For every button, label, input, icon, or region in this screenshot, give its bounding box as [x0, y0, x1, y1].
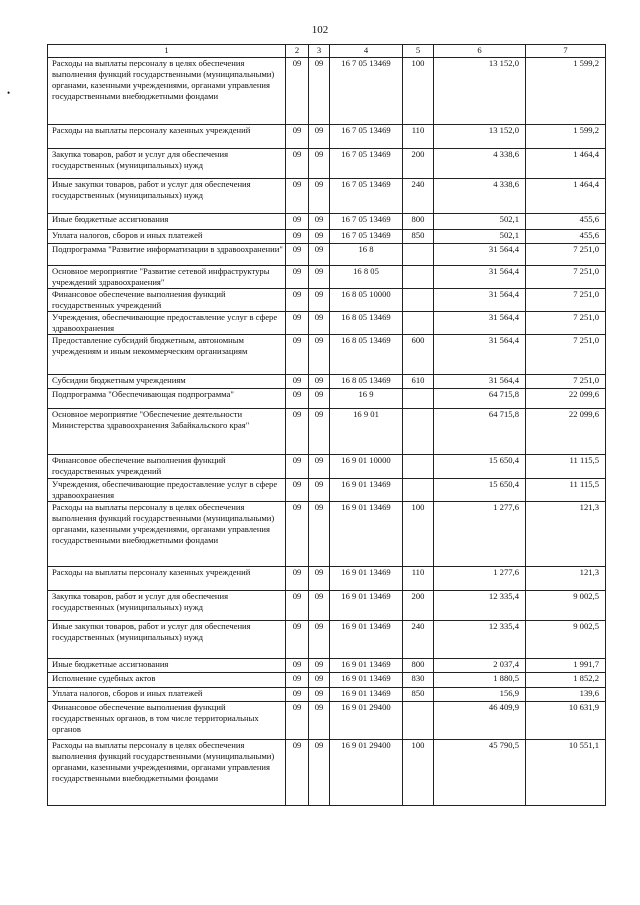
expense-type-code [403, 312, 434, 335]
amount-col7: 7 251,0 [526, 335, 606, 375]
target-article-code: 16 9 01 29400 [330, 702, 403, 740]
target-article-code: 16 9 01 29400 [330, 740, 403, 806]
section-code: 09 [286, 266, 309, 289]
section-code: 09 [286, 244, 309, 266]
target-article-code: 16 9 [330, 389, 403, 409]
item-name: Иные закупки товаров, работ и услуг для обеспечения государственных (муниципальных) нужд [48, 621, 286, 659]
amount-col6: 1 277,6 [434, 502, 526, 567]
table-row [48, 702, 606, 740]
subsection-code: 09 [309, 125, 330, 149]
expense-type-code [403, 409, 434, 455]
subsection-code: 09 [309, 659, 330, 673]
item-name: Подпрограмма "Обеспечивающая подпрограмма" [48, 389, 286, 409]
item-name: Учреждения, обеспечивающие предоставление услуг в сфере здравоохранения [48, 479, 286, 502]
amount-col6: 2 037,4 [434, 659, 526, 673]
amount-col6: 45 790,5 [434, 740, 526, 806]
table-row [48, 335, 606, 375]
item-name: Закупка товаров, работ и услуг для обеспечения государственных (муниципальных) нужд [48, 591, 286, 621]
expense-type-code: 200 [403, 591, 434, 621]
target-article-code: 16 9 01 13469 [330, 659, 403, 673]
amount-col6: 156,9 [434, 688, 526, 702]
subsection-code: 09 [309, 266, 330, 289]
table-row [48, 621, 606, 659]
subsection-code: 09 [309, 244, 330, 266]
target-article-code: 16 9 01 13469 [330, 688, 403, 702]
subsection-code: 09 [309, 179, 330, 214]
item-name: Основное мероприятие "Развитие сетевой инфраструктуры учреждений здравоохранения" [48, 266, 286, 289]
header-cell: 5 [403, 45, 434, 58]
subsection-code: 09 [309, 312, 330, 335]
amount-col7: 9 002,5 [526, 621, 606, 659]
section-code: 09 [286, 230, 309, 244]
amount-col7: 7 251,0 [526, 266, 606, 289]
header-cell: 1 [48, 45, 286, 58]
subsection-code: 09 [309, 335, 330, 375]
expense-type-code [403, 389, 434, 409]
section-code: 09 [286, 659, 309, 673]
expense-type-code: 830 [403, 673, 434, 688]
section-code: 09 [286, 125, 309, 149]
item-name: Основное мероприятие "Обеспечение деятельности Министерства здравоохранения Забайкальского края" [48, 409, 286, 455]
section-code: 09 [286, 179, 309, 214]
amount-col7: 7 251,0 [526, 289, 606, 312]
section-code: 09 [286, 479, 309, 502]
section-code: 09 [286, 702, 309, 740]
amount-col7: 11 115,5 [526, 455, 606, 479]
expense-type-code: 100 [403, 502, 434, 567]
table-row [48, 289, 606, 312]
amount-col7: 455,6 [526, 214, 606, 230]
item-name: Иные бюджетные ассигнования [48, 659, 286, 673]
target-article-code: 16 8 [330, 244, 403, 266]
table-row [48, 502, 606, 567]
amount-col7: 10 551,1 [526, 740, 606, 806]
subsection-code: 09 [309, 567, 330, 591]
section-code: 09 [286, 289, 309, 312]
header-row [48, 45, 606, 58]
expense-type-code: 850 [403, 688, 434, 702]
item-name: Уплата налогов, сборов и иных платежей [48, 688, 286, 702]
section-code: 09 [286, 375, 309, 389]
section-code: 09 [286, 455, 309, 479]
expense-type-code: 610 [403, 375, 434, 389]
header-cell: 3 [309, 45, 330, 58]
expense-type-code: 800 [403, 214, 434, 230]
amount-col6: 31 564,4 [434, 312, 526, 335]
amount-col7: 455,6 [526, 230, 606, 244]
expense-type-code [403, 244, 434, 266]
target-article-code: 16 7 05 13469 [330, 125, 403, 149]
section-code: 09 [286, 335, 309, 375]
expense-type-code [403, 289, 434, 312]
amount-col6: 4 338,6 [434, 179, 526, 214]
target-article-code: 16 7 05 13469 [330, 214, 403, 230]
item-name: Финансовое обеспечение выполнения функций государственных органов, в том числе территориальных органов [48, 702, 286, 740]
target-article-code: 16 7 05 13469 [330, 58, 403, 125]
table-row [48, 149, 606, 179]
table-row [48, 591, 606, 621]
target-article-code: 16 7 05 13469 [330, 230, 403, 244]
expense-type-code: 600 [403, 335, 434, 375]
table-row [48, 312, 606, 335]
item-name: Исполнение судебных актов [48, 673, 286, 688]
subsection-code: 09 [309, 502, 330, 567]
item-name: Финансовое обеспечение выполнения функций государственных учреждений [48, 455, 286, 479]
section-code: 09 [286, 214, 309, 230]
amount-col7: 10 631,9 [526, 702, 606, 740]
table-row [48, 125, 606, 149]
amount-col6: 31 564,4 [434, 289, 526, 312]
subsection-code: 09 [309, 621, 330, 659]
amount-col6: 31 564,4 [434, 244, 526, 266]
amount-col7: 22 099,6 [526, 409, 606, 455]
expense-type-code: 800 [403, 659, 434, 673]
section-code: 09 [286, 591, 309, 621]
item-name: Расходы на выплаты персоналу казенных учреждений [48, 125, 286, 149]
amount-col7: 7 251,0 [526, 244, 606, 266]
target-article-code: 16 8 05 [330, 266, 403, 289]
amount-col7: 1 599,2 [526, 125, 606, 149]
expense-type-code [403, 479, 434, 502]
header-cell: 4 [330, 45, 403, 58]
section-code: 09 [286, 389, 309, 409]
amount-col6: 64 715,8 [434, 409, 526, 455]
amount-col6: 12 335,4 [434, 591, 526, 621]
subsection-code: 09 [309, 479, 330, 502]
table-row [48, 244, 606, 266]
table-row [48, 455, 606, 479]
section-code: 09 [286, 688, 309, 702]
table-row [48, 266, 606, 289]
subsection-code: 09 [309, 673, 330, 688]
amount-col7: 9 002,5 [526, 591, 606, 621]
target-article-code: 16 9 01 13469 [330, 673, 403, 688]
amount-col7: 1 599,2 [526, 58, 606, 125]
subsection-code: 09 [309, 214, 330, 230]
amount-col7: 7 251,0 [526, 312, 606, 335]
expense-type-code [403, 702, 434, 740]
expense-type-code: 850 [403, 230, 434, 244]
section-code: 09 [286, 621, 309, 659]
table-row [48, 214, 606, 230]
subsection-code: 09 [309, 740, 330, 806]
item-name: Учреждения, обеспечивающие предоставление услуг в сфере здравоохранения [48, 312, 286, 335]
header-cell: 6 [434, 45, 526, 58]
amount-col7: 7 251,0 [526, 375, 606, 389]
amount-col6: 31 564,4 [434, 335, 526, 375]
table-row [48, 659, 606, 673]
table-row [48, 179, 606, 214]
item-name: Иные бюджетные ассигнования [48, 214, 286, 230]
item-name: Расходы на выплаты персоналу в целях обеспечения выполнения функций государственными (муниципальными) органами, казенными учреждениями, органами управления государственными внебюджетными фондами [48, 502, 286, 567]
expense-type-code: 240 [403, 179, 434, 214]
header-cell: 7 [526, 45, 606, 58]
amount-col6: 13 152,0 [434, 125, 526, 149]
section-code: 09 [286, 740, 309, 806]
expense-type-code: 110 [403, 567, 434, 591]
amount-col7: 11 115,5 [526, 479, 606, 502]
expense-type-code: 200 [403, 149, 434, 179]
target-article-code: 16 9 01 13469 [330, 567, 403, 591]
target-article-code: 16 9 01 13469 [330, 479, 403, 502]
subsection-code: 09 [309, 591, 330, 621]
target-article-code: 16 9 01 13469 [330, 502, 403, 567]
expense-type-code: 100 [403, 58, 434, 125]
item-name: Финансовое обеспечение выполнения функций государственных учреждений [48, 289, 286, 312]
subsection-code: 09 [309, 230, 330, 244]
amount-col6: 1 277,6 [434, 567, 526, 591]
table-row [48, 230, 606, 244]
amount-col6: 46 409,9 [434, 702, 526, 740]
table-row [48, 740, 606, 806]
amount-col6: 4 338,6 [434, 149, 526, 179]
amount-col6: 15 650,4 [434, 479, 526, 502]
subsection-code: 09 [309, 149, 330, 179]
expense-type-code: 100 [403, 740, 434, 806]
item-name: Уплата налогов, сборов и иных платежей [48, 230, 286, 244]
subsection-code: 09 [309, 389, 330, 409]
table-row [48, 688, 606, 702]
subsection-code: 09 [309, 58, 330, 125]
table-row [48, 479, 606, 502]
target-article-code: 16 7 05 13469 [330, 149, 403, 179]
amount-col6: 12 335,4 [434, 621, 526, 659]
item-name: Предоставление субсидий бюджетным, автономным учреждениям и иным некоммерческим организациям [48, 335, 286, 375]
budget-table [47, 44, 606, 806]
subsection-code: 09 [309, 289, 330, 312]
target-article-code: 16 8 05 10000 [330, 289, 403, 312]
amount-col7: 1 991,7 [526, 659, 606, 673]
section-code: 09 [286, 502, 309, 567]
item-name: Расходы на выплаты персоналу в целях обеспечения выполнения функций государственными (муниципальными) органами, казенными учреждениями, органами управления государственными внебюджетными фондами [48, 58, 286, 125]
section-code: 09 [286, 58, 309, 125]
item-name: Иные закупки товаров, работ и услуг для обеспечения государственных (муниципальных) нужд [48, 179, 286, 214]
expense-type-code [403, 455, 434, 479]
expense-type-code: 110 [403, 125, 434, 149]
table-row [48, 375, 606, 389]
target-article-code: 16 9 01 10000 [330, 455, 403, 479]
table-row [48, 58, 606, 125]
subsection-code: 09 [309, 688, 330, 702]
amount-col6: 13 152,0 [434, 58, 526, 125]
amount-col6: 502,1 [434, 214, 526, 230]
target-article-code: 16 9 01 13469 [330, 591, 403, 621]
section-code: 09 [286, 673, 309, 688]
expense-type-code [403, 266, 434, 289]
target-article-code: 16 9 01 [330, 409, 403, 455]
table-row [48, 389, 606, 409]
amount-col7: 1 464,4 [526, 179, 606, 214]
subsection-code: 09 [309, 409, 330, 455]
section-code: 09 [286, 567, 309, 591]
target-article-code: 16 8 05 13469 [330, 375, 403, 389]
item-name: Расходы на выплаты персоналу в целях обеспечения выполнения функций государственными (муниципальными) органами, казенными учреждениями, органами управления государственными внебюджетными фондами [48, 740, 286, 806]
subsection-code: 09 [309, 375, 330, 389]
table-row [48, 567, 606, 591]
target-article-code: 16 8 05 13469 [330, 335, 403, 375]
amount-col6: 15 650,4 [434, 455, 526, 479]
target-article-code: 16 8 05 13469 [330, 312, 403, 335]
section-code: 09 [286, 409, 309, 455]
amount-col7: 1 464,4 [526, 149, 606, 179]
item-name: Подпрограмма "Развитие информатизации в здравоохранении" [48, 244, 286, 266]
amount-col7: 121,3 [526, 567, 606, 591]
amount-col7: 22 099,6 [526, 389, 606, 409]
section-code: 09 [286, 312, 309, 335]
subsection-code: 09 [309, 455, 330, 479]
item-name: Субсидии бюджетным учреждениям [48, 375, 286, 389]
amount-col6: 1 880,5 [434, 673, 526, 688]
amount-col6: 64 715,8 [434, 389, 526, 409]
item-name: Закупка товаров, работ и услуг для обеспечения государственных (муниципальных) нужд [48, 149, 286, 179]
target-article-code: 16 7 05 13469 [330, 179, 403, 214]
section-code: 09 [286, 149, 309, 179]
page-number: 102 [311, 24, 329, 36]
header-cell: 2 [286, 45, 309, 58]
item-name: Расходы на выплаты персоналу казенных учреждений [48, 567, 286, 591]
amount-col7: 121,3 [526, 502, 606, 567]
amount-col6: 502,1 [434, 230, 526, 244]
expense-type-code: 240 [403, 621, 434, 659]
table-row [48, 673, 606, 688]
margin-mark: • [7, 88, 11, 98]
amount-col6: 31 564,4 [434, 266, 526, 289]
subsection-code: 09 [309, 702, 330, 740]
amount-col7: 1 852,2 [526, 673, 606, 688]
amount-col7: 139,6 [526, 688, 606, 702]
table-row [48, 409, 606, 455]
amount-col6: 31 564,4 [434, 375, 526, 389]
target-article-code: 16 9 01 13469 [330, 621, 403, 659]
